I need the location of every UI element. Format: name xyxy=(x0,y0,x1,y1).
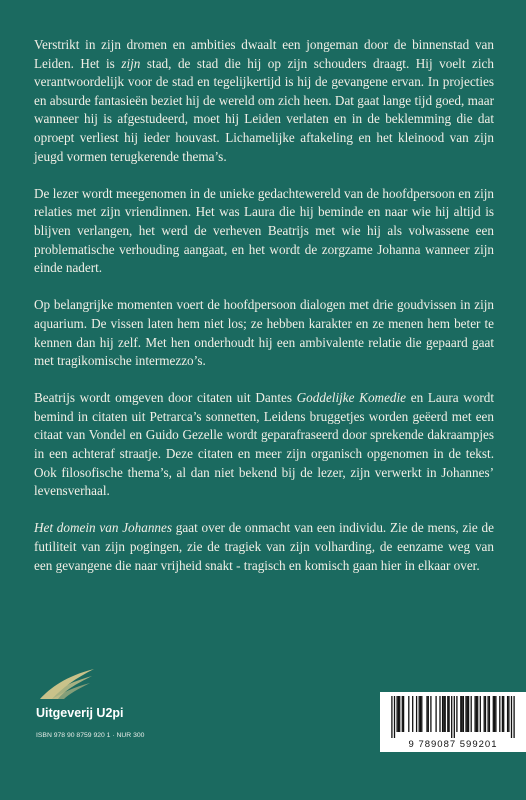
barcode-bar xyxy=(408,696,409,732)
barcode-bar xyxy=(480,696,481,732)
blurb-paragraph-4 xyxy=(34,389,494,501)
barcode-bar xyxy=(456,696,457,732)
blurb-emphasis: zijn xyxy=(121,55,141,71)
barcode-bar xyxy=(468,696,469,732)
blurb-paragraph-5 xyxy=(34,519,494,575)
barcode-bar xyxy=(454,696,455,738)
blurb-text: Verstrikt in zijn dromen en ambities dwaalt een jongeman door de binnenstad van Leiden. Het is xyxy=(34,37,494,71)
barcode-bar xyxy=(499,696,500,732)
barcode-bar xyxy=(495,696,496,732)
barcode-bar xyxy=(443,696,444,732)
barcode-bar xyxy=(402,696,403,732)
barcode-bar xyxy=(442,696,443,732)
barcode-bar xyxy=(439,696,440,732)
barcode-bar xyxy=(494,696,495,732)
blurb-paragraph-2: De lezer wordt meegenomen in de unieke gedachtewereld van de hoofdpersoon en zijn relaties met zijn vriendinnen. Het was Laura die hij beminde en naar wie hij altijd is blijven verlangen, het werd de verheven Beatrijs met wie hij als volwassene een problematische verhouding aangaat, en het wordt de zorgzame Johanna wanneer zijn einde nadert. xyxy=(34,185,494,276)
blurb-text: en Laura wordt bemind in citaten uit Petrarca’s sonnetten, Leidens bruggetjes worden geëerd met een citaat van Vondel en Guido Gezelle wordt geparafraseerd door sprekende dakraampjes in een achteraf straatje. Deze citaten en meer zijn organisch opgenomen in de tekst. Ook filosofische thema’s, al dan niet bekend bij de lezer, zijn verwerkt in Johannes’ levensverhaal. xyxy=(34,390,495,499)
barcode-bar xyxy=(448,696,449,732)
barcode-bar xyxy=(502,696,503,732)
barcode-bar xyxy=(461,696,462,732)
barcode-bar xyxy=(489,696,490,732)
barcode-bar xyxy=(465,696,466,732)
barcode-bar xyxy=(412,696,413,732)
blurb-emphasis: Goddelijke Komedie xyxy=(296,390,407,406)
barcode-bar xyxy=(398,696,399,732)
barcode-bar xyxy=(485,696,486,732)
barcode-bar xyxy=(416,696,417,732)
barcode-bar xyxy=(484,696,485,732)
barcode-bar xyxy=(511,696,512,738)
blurb-paragraph-1 xyxy=(34,36,494,166)
blurb-paragraph-3: Op belangrijke momenten voert de hoofdpersoon dialogen met drie goudvissen in zijn aquarium. De vissen laten hem niet los; ze hebben karakter en ze menen hem beter te kennen dan hij zelf. Met hen onderhoudt hij een ambivalente relatie die gepaard gaat met tragikomische intermezzo’s. xyxy=(34,297,494,369)
barcode-bar xyxy=(391,696,392,738)
barcode-bar xyxy=(476,696,477,732)
isbn-nur-line: ISBN 978 90 8759 920 1 · NUR 300 xyxy=(36,732,145,739)
barcode-bar xyxy=(451,696,452,738)
barcode-bar xyxy=(503,696,504,732)
book-title-emphasis: Het domein van Johannes xyxy=(34,520,173,536)
barcode-bar xyxy=(399,696,400,732)
barcode-bar xyxy=(493,696,494,732)
barcode-bar xyxy=(463,696,464,732)
barcode-bar xyxy=(394,696,395,738)
barcode-bar xyxy=(430,696,431,732)
barcode-bar xyxy=(403,696,404,732)
cover-footer xyxy=(34,650,498,770)
blurb-text: stad, de stad die hij op zijn schouders draagt. Hij voelt zich verantwoordelijk voor de stad en tegelijkertijd is hij de gevangene ervan. In projecties en absurde fantasieën beziet hij de wereld om zich heen. Dat gaat lange tijd goed, maar wanneer hij is afgestudeerd, moet hij Leiden verlaten en in de beklemming die dat oproept verliest hij ieder houvast. Lichamelijke aftakeling en het kleinood van zijn jeugd vormen terugkerende thema’s. xyxy=(34,55,494,164)
barcode-bar xyxy=(421,696,422,732)
barcode-bar xyxy=(477,696,478,732)
barcode-bar xyxy=(445,696,446,732)
barcode-bar xyxy=(419,696,420,732)
barcode-bar xyxy=(435,696,436,732)
blurb-text: gaat over de onmacht van een individu. Zie de mens, zie de futiliteit van zijn pogingen, zie de tragiek van zijn volharding, de eenzame weg van een gevangene die naar vrijheid snakt - tragisch en komisch gaan hier in elkaar over. xyxy=(34,520,494,573)
barcode-bar xyxy=(513,696,514,738)
barcode-bar xyxy=(487,696,488,732)
publisher-logo xyxy=(36,666,196,746)
barcode-bar xyxy=(467,696,468,732)
barcode-bar xyxy=(508,696,509,732)
barcode-digits: 9 789087 599201 xyxy=(408,739,498,750)
blurb-text: Beatrijs wordt omgeven door citaten uit Dantes xyxy=(34,390,297,406)
barcode-bar xyxy=(396,696,397,732)
wing-swoosh-icon xyxy=(36,666,96,702)
barcode-bar xyxy=(474,696,475,732)
isbn-barcode xyxy=(380,692,526,752)
barcode-bar xyxy=(507,696,508,732)
barcode-bar xyxy=(420,696,421,732)
barcode-bar xyxy=(447,696,448,732)
back-cover-blurb xyxy=(34,36,494,575)
barcode-bar xyxy=(471,696,472,732)
publisher-name: Uitgeverij U2pi xyxy=(36,706,124,720)
barcode-bar xyxy=(428,696,429,732)
barcode-bar xyxy=(426,696,427,732)
barcode-bar xyxy=(460,696,461,732)
barcode-bars xyxy=(380,692,526,738)
